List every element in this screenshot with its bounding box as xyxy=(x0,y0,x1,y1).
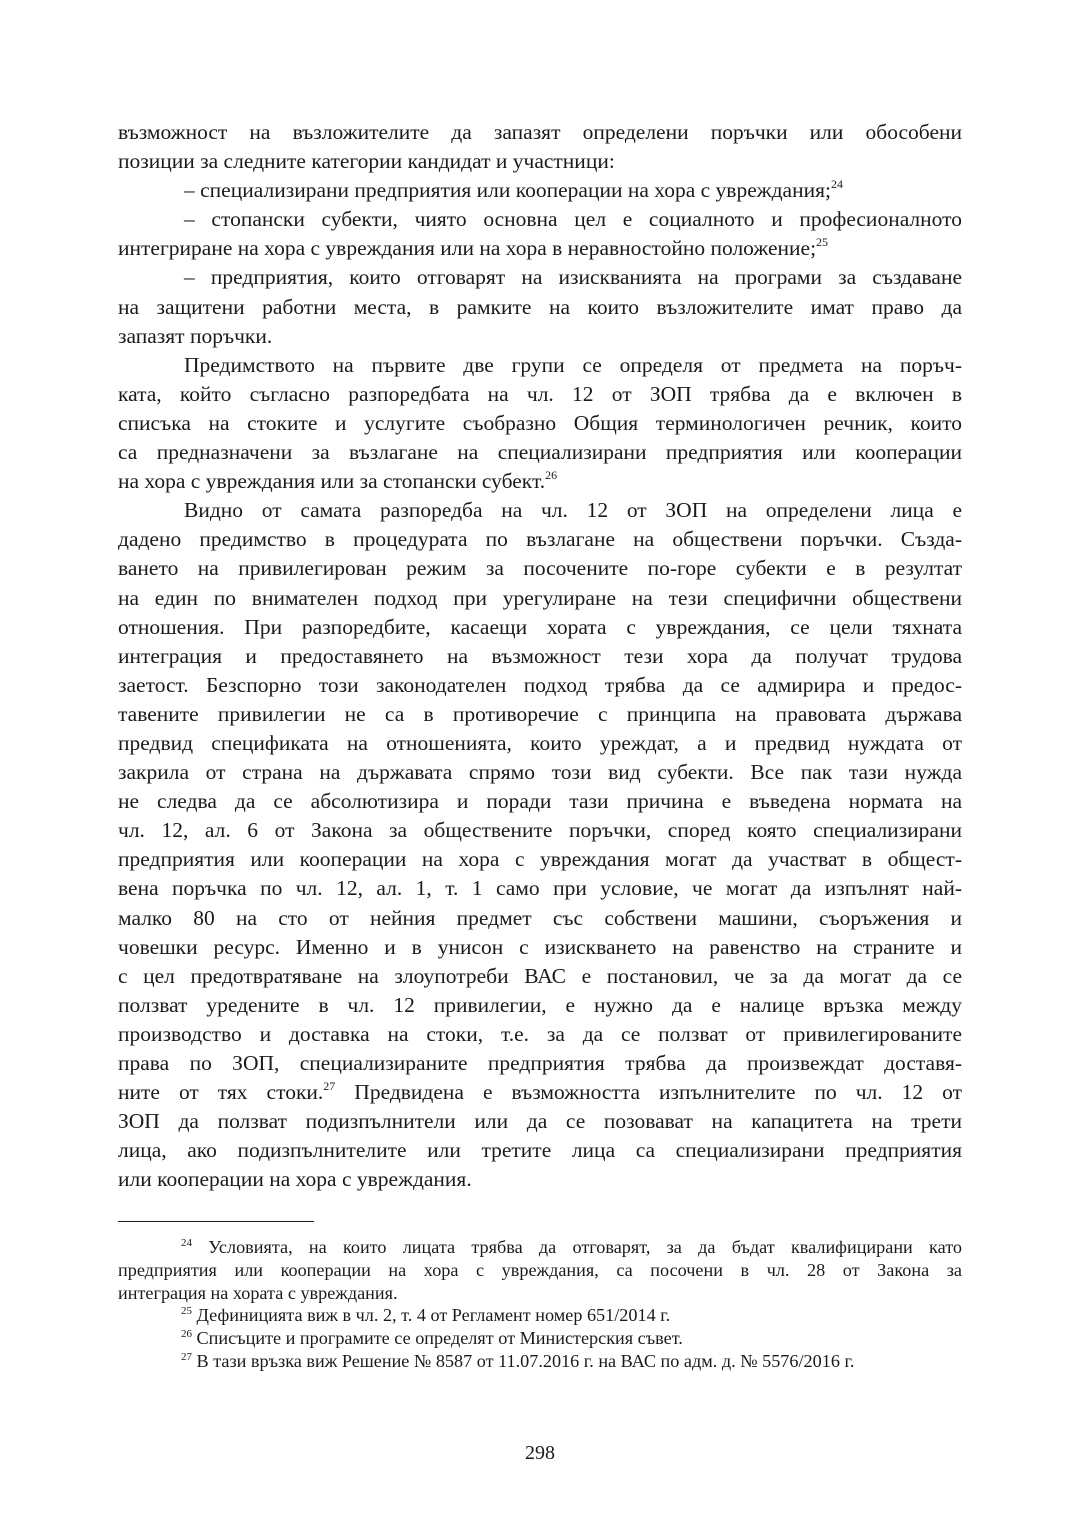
text-run: производство и доставка на стоки, т.е. за да се ползват от привилегированите xyxy=(118,1021,962,1046)
footnote-marker: 25 xyxy=(181,1305,192,1318)
body-line xyxy=(118,118,962,147)
footnote-reference: 27 xyxy=(323,1079,336,1094)
text-run: – стопански субекти, чиято основна цел е социалното и професионалното xyxy=(184,207,962,232)
body-line xyxy=(118,322,962,351)
body-line xyxy=(118,205,962,234)
text-run: човешки ресурс. Именно и в унисон с изискването на равенство на страните и xyxy=(118,934,962,959)
footnote-line xyxy=(118,1236,962,1259)
text-run: на защитени работни места, в рамките на които възложителите имат право да xyxy=(118,294,962,319)
text-run: малко 80 на сто от нейния предмет със собствени машини, съоръжения и xyxy=(118,905,962,930)
footnote-reference: 26 xyxy=(545,468,558,483)
body-line xyxy=(118,962,962,991)
text-run: ните от тях стоки. xyxy=(118,1080,324,1105)
body-line xyxy=(118,816,962,845)
body-line xyxy=(118,933,962,962)
body-line xyxy=(118,176,962,205)
footnote-separator xyxy=(118,1221,314,1222)
body-line xyxy=(118,1136,962,1165)
body-line xyxy=(118,584,962,613)
text-run: не следва да се абсолютизира и поради тази причина е въведена нормата на xyxy=(118,789,962,814)
body-line xyxy=(118,874,962,903)
text-run: или кооперации на хора с увреждания. xyxy=(118,1167,472,1192)
body-line xyxy=(118,758,962,787)
footnote-marker: 27 xyxy=(181,1350,192,1363)
text-run: интегриране на хора с увреждания или на хора в неравностойно положение; xyxy=(118,236,817,261)
body-line xyxy=(118,642,962,671)
text-run: предприятия или кооперации на хора с увреждания, са посочени в чл. 28 от Закона за xyxy=(118,1259,962,1280)
text-run: на хора с увреждания или за стопански субект. xyxy=(118,469,546,494)
text-run: ЗОП да ползват подизпълнители или да се позовават на капацитета на трети xyxy=(118,1109,962,1134)
body-line xyxy=(118,147,962,176)
text-run: Предвидена е възможността изпълнителите по чл. 12 от xyxy=(335,1080,963,1105)
body-line xyxy=(118,613,962,642)
body-line xyxy=(118,234,962,263)
body-line xyxy=(118,1020,962,1049)
footnotes xyxy=(118,1236,962,1373)
footnote-text: Списъците и програмите се определят от Министерския съвет. xyxy=(192,1328,683,1349)
body-line xyxy=(118,729,962,758)
text-run: възможност на възложителите да запазят определени поръчки или обособени xyxy=(118,120,962,144)
text-run: заетост. Безспорно този законодателен подход трябва да се адмирира и предос- xyxy=(118,672,962,697)
text-run: ползват уредените в чл. 12 привилегии, е нужно да е налице връзка между xyxy=(118,992,962,1017)
body-line xyxy=(118,1165,962,1194)
body-line xyxy=(118,409,962,438)
body-line xyxy=(118,1107,962,1136)
footnote-reference: 25 xyxy=(816,235,829,250)
text-run: права по ЗОП, специализираните предприятия трябва да произвеждат доставя- xyxy=(118,1051,962,1075)
footnote-line xyxy=(118,1259,962,1282)
footnote-reference: 24 xyxy=(830,177,843,192)
text-run: предприятия или кооперации на хора с увреждания могат да участват в общест- xyxy=(118,847,962,872)
body-line xyxy=(118,1049,962,1078)
footnote-line xyxy=(118,1327,962,1350)
footnote-marker: 26 xyxy=(181,1328,192,1341)
text-run: дадено предимство в процедурата по възлагане на обществени поръчки. Създа- xyxy=(118,527,962,552)
text-run: ването на привилегирован режим за посочените по-горе субекти е в резултат xyxy=(118,556,962,581)
page-number: 298 xyxy=(525,1442,555,1464)
text-run: Видно от самата разпоредба на чл. 12 от ЗОП на определени лица е xyxy=(184,498,962,523)
body-line xyxy=(118,351,962,380)
text-run: лица, ако подизпълнителите или третите лица са специализирани предприятия xyxy=(118,1138,962,1163)
text-run: Предимството на първите две групи се определя от предмета на поръч- xyxy=(184,352,962,377)
text-run: – предприятия, които отговарят на изискванията на програми за създаване xyxy=(184,265,962,290)
text-run: тавените привилегии не са в противоречие с принципа на правовата държава xyxy=(118,701,962,726)
text-run: с цел предотвратяване на злоупотреби ВАС е постановил, че за да могат да се xyxy=(118,963,962,988)
body-line xyxy=(118,700,962,729)
text-run: запазят поръчки. xyxy=(118,323,273,348)
text-run: ката, който съгласно разпоредбата на чл. 12 от ЗОП трябва да е включен в xyxy=(118,381,962,406)
text-run: списъка на стоките и услугите съобразно Общия терминологичен речник, които xyxy=(118,410,962,435)
footnote-text: Условията, на които лицата трябва да отговарят, за да бъдат квалифицирани като xyxy=(192,1237,962,1257)
body-line xyxy=(118,845,962,874)
body-line xyxy=(118,263,962,292)
text-run: предвид спецификата на отношенията, които уреждат, а и предвид нуждата от xyxy=(118,730,962,755)
text-run: закрила от страна на държавата спрямо този вид субекти. Все пак тази нужда xyxy=(118,760,962,785)
footnote-text: Дефиницията виж в чл. 2, т. 4 от Регламент номер 651/2014 г. xyxy=(192,1305,671,1326)
text-run: чл. 12, ал. 6 от Закона за обществените поръчки, според която специализирани xyxy=(118,818,962,843)
text-run: отношения. При разпоредбите, касаещи хората с увреждания, се цели тяхната xyxy=(118,614,962,639)
body-line xyxy=(118,438,962,467)
text-run: са предназначени за възлагане на специализирани предприятия или кооперации xyxy=(118,440,962,465)
body-line xyxy=(118,380,962,409)
body-line xyxy=(118,991,962,1020)
body-line xyxy=(118,525,962,554)
body-line xyxy=(118,554,962,583)
body-line xyxy=(118,904,962,933)
footnote-line xyxy=(118,1350,962,1373)
main-text xyxy=(118,118,962,1194)
text-run: – специализирани предприятия или кооперации на хора с увреждания; xyxy=(184,178,831,203)
footnote-line xyxy=(118,1304,962,1327)
footnote-text: В тази връзка виж Решение № 8587 от 11.07.2016 г. на ВАС по адм. д. № 5576/2016 г. xyxy=(192,1350,855,1371)
text-run: интеграция и предоставянето на възможност тези хора да получат трудова xyxy=(118,643,962,668)
body-line xyxy=(118,1078,962,1107)
text-run: вена поръчка по чл. 12, ал. 1, т. 1 само при условие, че могат да изпълнят най- xyxy=(118,876,962,901)
footnote-marker: 24 xyxy=(181,1237,192,1249)
body-line xyxy=(118,496,962,525)
body-line xyxy=(118,787,962,816)
body-line xyxy=(118,293,962,322)
footnote-line xyxy=(118,1282,962,1305)
body-line xyxy=(118,671,962,700)
text-run: интеграция на хората с увреждания. xyxy=(118,1282,398,1303)
text-run: позиции за следните категории кандидат и участници: xyxy=(118,149,615,174)
body-line xyxy=(118,467,962,496)
text-run: на един по внимателен подход при урегулиране на тези специфични обществени xyxy=(118,585,962,610)
